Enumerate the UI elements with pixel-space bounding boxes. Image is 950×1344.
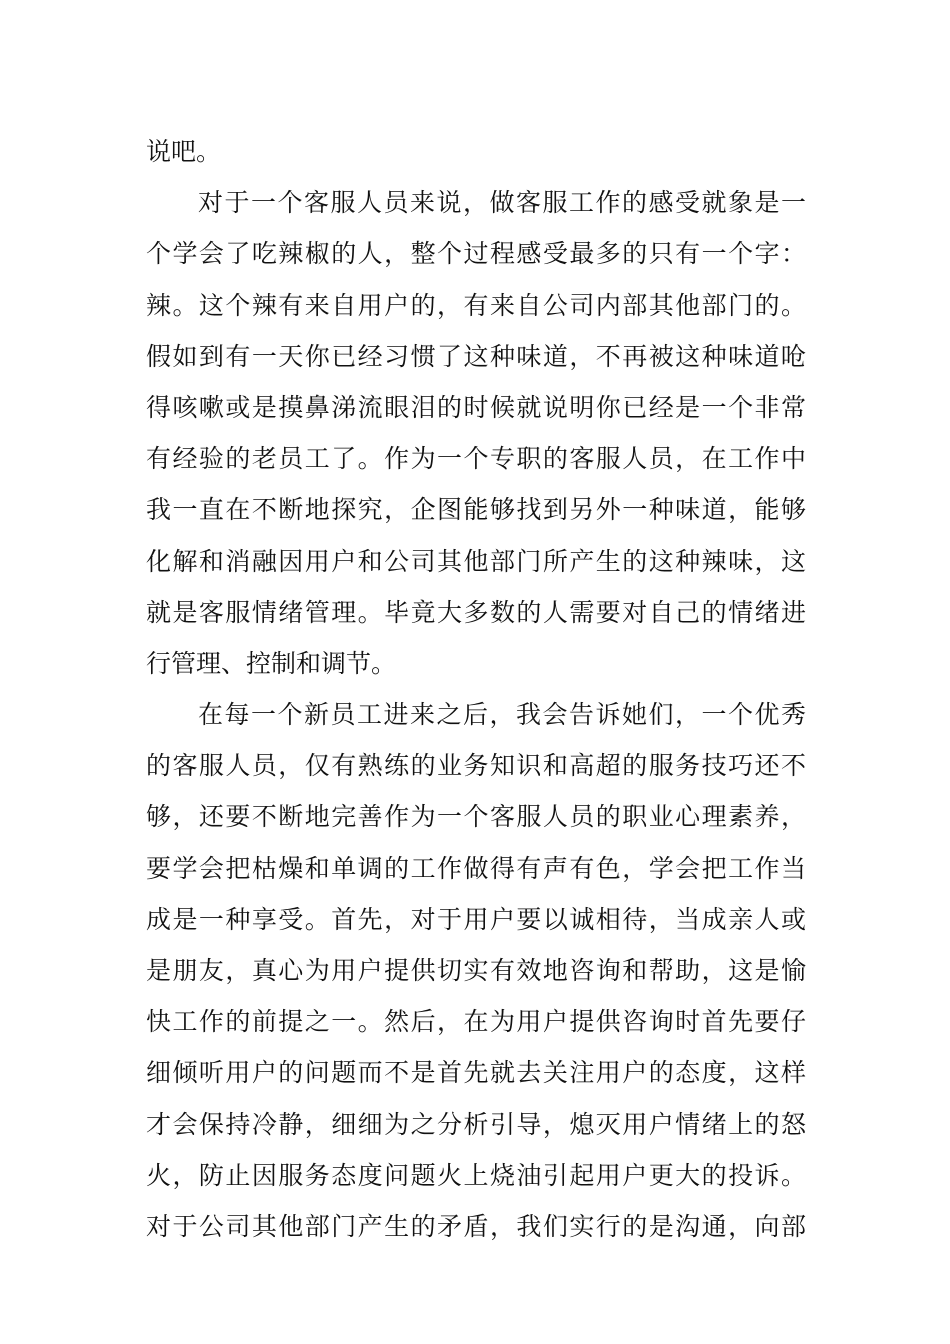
text-line: 得咳嗽或是摸鼻涕流眼泪的时候就说明你已经是一个非常 <box>146 392 806 422</box>
text-line: 够，还要不断地完善作为一个客服人员的职业心理素养， <box>146 802 806 832</box>
text-line: 说吧。 <box>146 137 222 166</box>
text-line: 辣。这个辣有来自用户的，有来自公司内部其他部门的。 <box>146 290 806 320</box>
text-line: 是朋友，真心为用户提供切实有效地咨询和帮助，这是愉 <box>146 956 806 985</box>
text-line: 就是客服情绪管理。毕竟大多数的人需要对自己的情绪进 <box>146 597 806 627</box>
text-line: 成是一种享受。首先，对于用户要以诚相待，当成亲人或 <box>146 904 806 934</box>
text-line: 快工作的前提之一。然后，在为用户提供咨询时首先要仔 <box>146 1007 806 1037</box>
text-line: 我一直在不断地探究，企图能够找到另外一种味道，能够 <box>146 495 806 525</box>
text-line: 才会保持冷静，细细为之分析引导，熄灭用户情绪上的怒 <box>146 1109 806 1139</box>
text-line: 细倾听用户的问题而不是首先就去关注用户的态度，这样 <box>146 1058 806 1088</box>
paragraph-last-line: 行管理、控制和调节。 <box>146 648 397 678</box>
text-line: 要学会把枯燥和单调的工作做得有声有色，学会把工作当 <box>146 853 806 883</box>
text-line: 假如到有一天你已经习惯了这种味道，不再被这种味道呛 <box>146 341 806 371</box>
paragraph-first-line: 对于一个客服人员来说，做客服工作的感受就象是一 <box>198 188 806 218</box>
body-text <box>146 126 806 1252</box>
text-line: 个学会了吃辣椒的人，整个过程感受最多的只有一个字： <box>146 239 806 269</box>
text-line: 有经验的老员工了。作为一个专职的客服人员，在工作中 <box>146 444 806 474</box>
text-line: 的客服人员，仅有熟练的业务知识和高超的服务技巧还不 <box>146 751 806 781</box>
text-line: 对于公司其他部门产生的矛盾，我们实行的是沟通，向部 <box>146 1211 806 1241</box>
text-line: 化解和消融因用户和公司其他部门所产生的这种辣味，这 <box>146 546 806 576</box>
text-line: 火，防止因服务态度问题火上烧油引起用户更大的投诉。 <box>146 1160 806 1190</box>
paragraph-first-line: 在每一个新员工进来之后，我会告诉她们，一个优秀 <box>198 700 806 730</box>
